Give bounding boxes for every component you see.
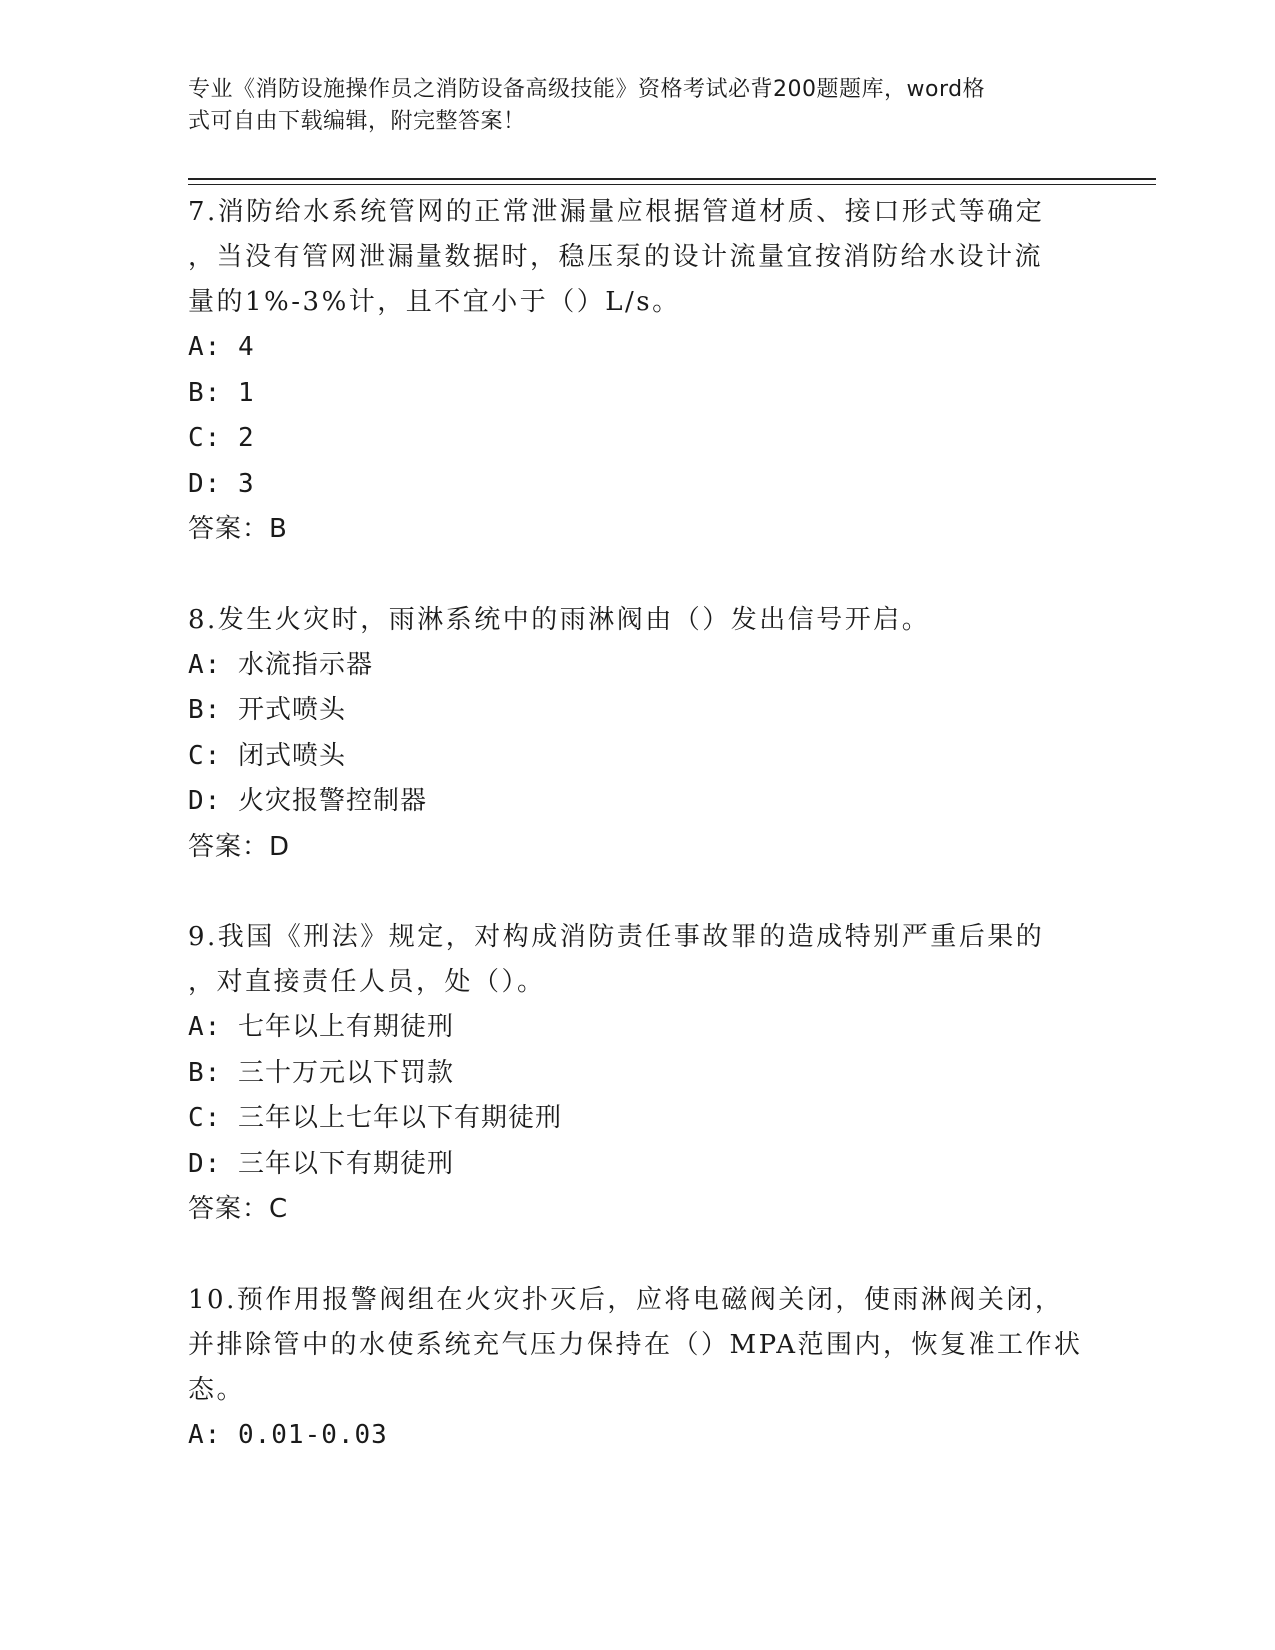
answer-line: 答案：B — [188, 514, 288, 544]
question-7 — [188, 190, 1088, 553]
option-a: A: 七年以上有期徒刑 — [188, 1012, 454, 1042]
option-b: B: 开式喷头 — [188, 695, 346, 725]
header-divider-thick — [188, 178, 1156, 180]
question-stem-line: 10.预作用报警阀组在火灾扑灭后，应将电磁阀关闭，使雨淋阀关闭， — [188, 1284, 1064, 1315]
question-stem-line: 8.发生火灾时，雨淋系统中的雨淋阀由（）发出信号开启。 — [188, 604, 931, 635]
question-stem-line: 态。 — [188, 1374, 246, 1405]
option-d: D: 三年以下有期徒刑 — [188, 1148, 454, 1179]
question-stem-line: 并排除管中的水使系统充气压力保持在（）MPA范围内，恢复准工作状 — [188, 1329, 1083, 1360]
question-8 — [188, 598, 1088, 871]
header-divider-thin — [188, 184, 1156, 185]
document-header — [188, 74, 1088, 138]
option-a: A: 4 — [188, 332, 255, 362]
option-b: B: 1 — [188, 377, 255, 408]
header-line-2: 式可自由下载编辑，附完整答案！ — [188, 109, 526, 134]
answer-line: 答案：D — [188, 831, 291, 862]
option-c: C: 2 — [188, 423, 255, 453]
question-10 — [188, 1278, 1088, 1459]
option-b: B: 三十万元以下罚款 — [188, 1057, 454, 1088]
question-spacer — [188, 553, 1088, 598]
question-list — [188, 190, 1088, 1458]
question-9 — [188, 915, 1088, 1233]
question-stem-line: 量的1%-3%计，且不宜小于（）L/s。 — [188, 287, 681, 317]
option-d: D: 3 — [188, 468, 255, 499]
header-line-1: 专业《消防设施操作员之消防设备高级技能》资格考试必背200题题库，word格 — [188, 77, 986, 102]
question-stem-line: ，当没有管网泄漏量数据时，稳压泵的设计流量宜按消防给水设计流 — [188, 242, 1044, 272]
question-spacer — [188, 1233, 1088, 1278]
answer-line: 答案：C — [188, 1194, 289, 1224]
option-d: D: 火灾报警控制器 — [188, 786, 427, 816]
question-stem-line: ，对直接责任人员，处（）。 — [188, 967, 546, 997]
question-spacer — [188, 870, 1088, 915]
option-a: A: 水流指示器 — [188, 649, 373, 680]
option-c: C: 闭式喷头 — [188, 740, 346, 771]
question-stem-line: 7.消防给水系统管网的正常泄漏量应根据管道材质、接口形式等确定 — [188, 197, 1045, 227]
option-c: C: 三年以上七年以下有期徒刑 — [188, 1103, 562, 1133]
question-stem-line: 9.我国《刑法》规定，对构成消防责任事故罪的造成特别严重后果的 — [188, 922, 1045, 952]
option-a: A: 0.01-0.03 — [188, 1419, 388, 1450]
